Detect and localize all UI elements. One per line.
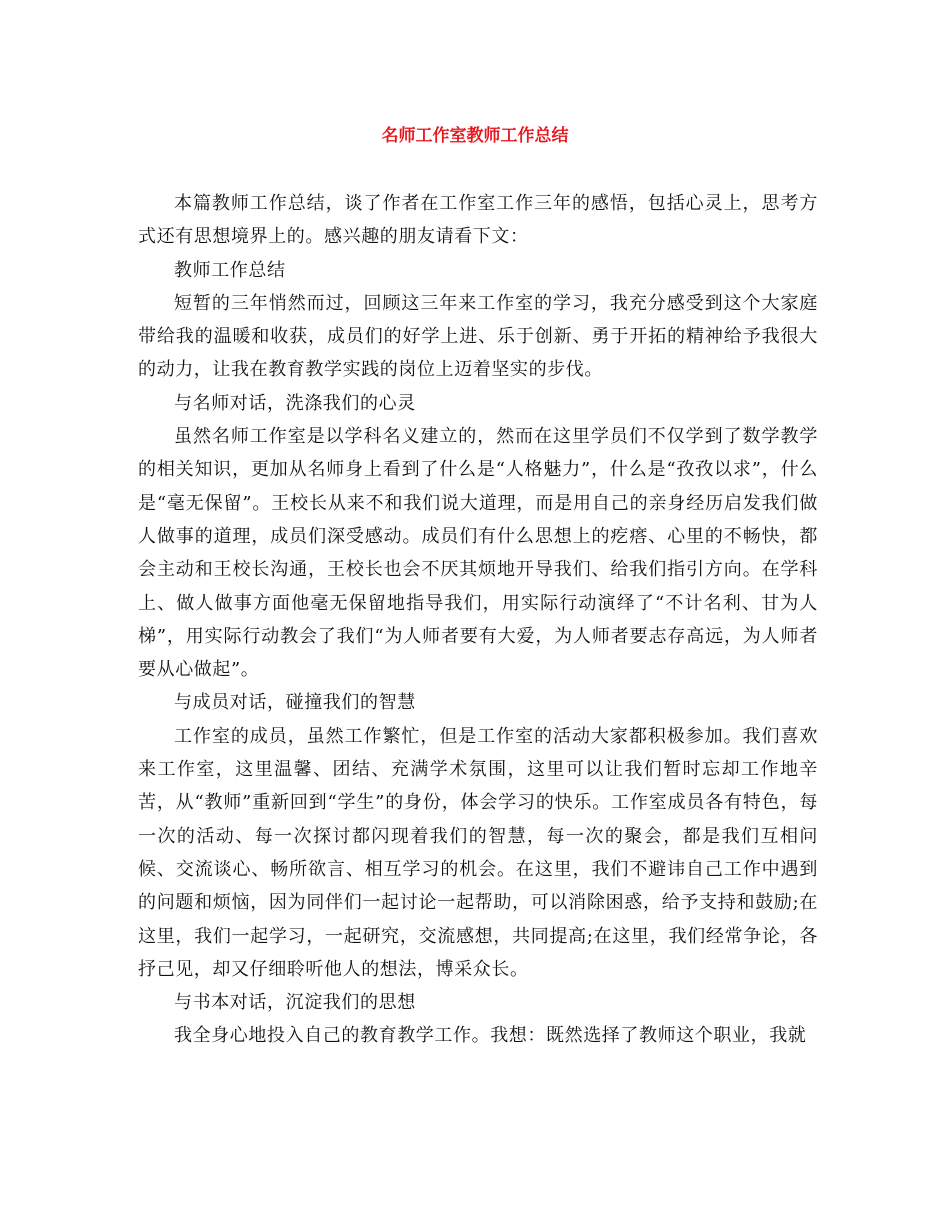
section-heading-members: 与成员对话，碰撞我们的智慧 [174, 692, 416, 714]
section-heading-famous-teacher: 与名师对话，洗涤我们的心灵 [174, 392, 416, 414]
section-heading-summary: 教师工作总结 [174, 259, 286, 281]
members-paragraph: 工作室的成员，虽然工作繁忙，但是工作室的活动大家都积极参加。我们喜欢来工作室，这里温馨、团结、充满学术氛围，这里可以让我们暂时忘却工作地辛苦，从“教师”重新回到“学生”的身份，体会学习的快乐。工作室成员各有特色，每一次的活动、每一次探讨都闪现着我们的智慧，每一次的聚会，都是我们互相问候、交流谈心、畅所欲言、相互学习的机会。在这里，我们不避讳自己工作中遇到的问题和烦恼，因为同伴们一起讨论一起帮助，可以消除困惑，给予支持和鼓励;在这里，我们一起学习，一起研究，交流感想，共同提高;在这里，我们经常争论，各抒己见，却又仔细聆听他人的想法，博采众长。 [138, 725, 818, 980]
section-heading-books: 与书本对话，沉淀我们的思想 [174, 992, 416, 1014]
famous-teacher-paragraph: 虽然名师工作室是以学科名义建立的，然而在这里学员们不仅学到了数学教学的相关知识，更加从名师身上看到了什么是“人格魅力”，什么是“孜孜以求”，什么是“毫无保留”。王校长从来不和我们说大道理，而是用自己的亲身经历启发我们做人做事的道理，成员们深受感动。成员们有什么思想上的疙瘩、心里的不畅快，都会主动和王校长沟通，王校长也会不厌其烦地开导我们、给我们指引方向。在学科上、做人做事方面他毫无保留地指导我们，用实际行动演绎了“不计名利、甘为人梯”，用实际行动教会了我们“为人师者要有大爱，为人师者要志存高远，为人师者要从心做起”。 [138, 426, 818, 681]
intro-paragraph: 本篇教师工作总结，谈了作者在工作室工作三年的感悟，包括心灵上，思考方式还有思想境界上的。感兴趣的朋友请看下文： [138, 193, 818, 248]
summary-paragraph: 短暂的三年悄然而过，回顾这三年来工作室的学习，我充分感受到这个大家庭带给我的温暖和收获，成员们的好学上进、乐于创新、勇于开拓的精神给予我很大的动力，让我在教育教学实践的岗位上迈着坚实的步伐。 [138, 292, 818, 381]
document-body [138, 187, 818, 1053]
document-title: 名师工作室教师工作总结 [381, 126, 569, 146]
books-paragraph: 我全身心地投入自己的教育教学工作。我想：既然选择了教师这个职业，我就 [174, 1025, 807, 1047]
